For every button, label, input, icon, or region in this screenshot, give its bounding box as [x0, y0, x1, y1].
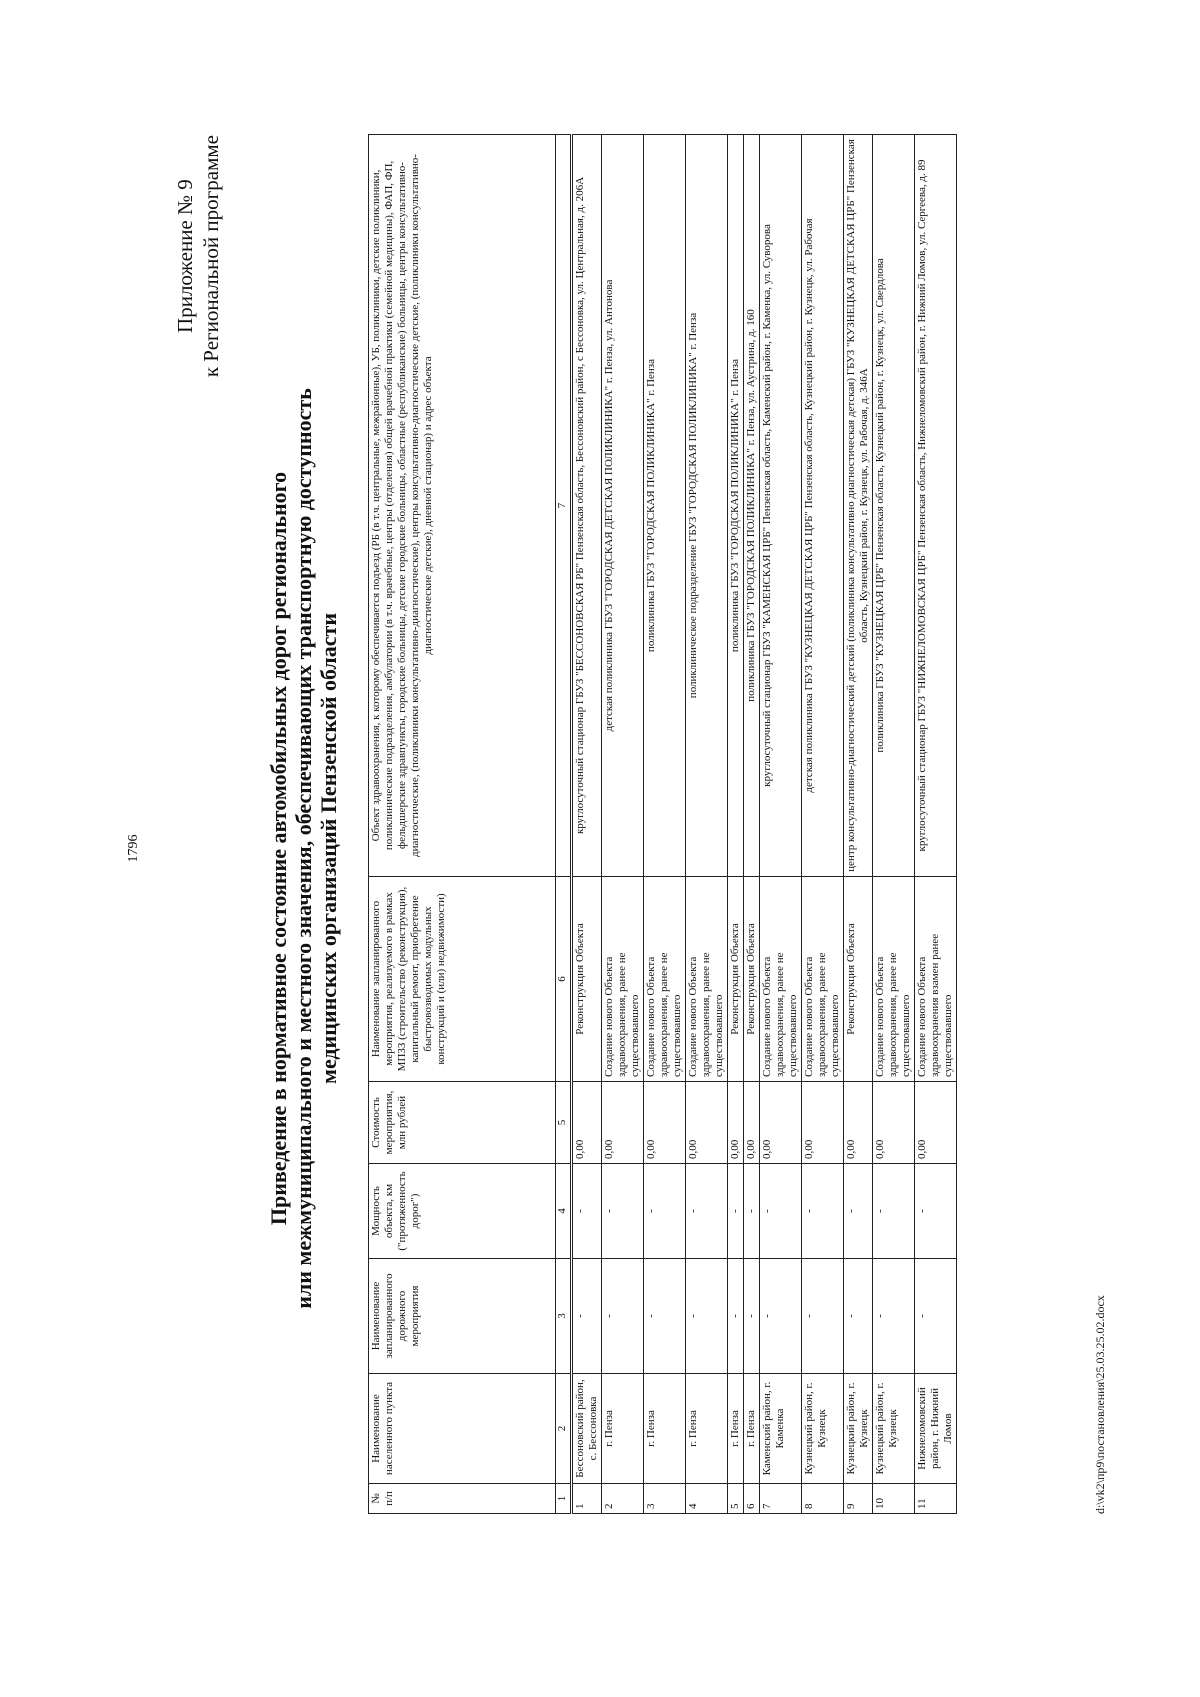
cell-cost: 0,00 [686, 1082, 728, 1164]
cell-row-number: 4 [686, 1484, 728, 1514]
table-row [602, 135, 644, 1514]
cell-road-measure: - [602, 1259, 644, 1374]
title-line-2: или межмуниципального и местного значения, обеспечивающих транспортную доступность [291, 388, 316, 1309]
cell-cost: 0,00 [644, 1082, 686, 1164]
cell-road-measure: - [915, 1259, 957, 1374]
cell-settlement: г. Пенза [686, 1374, 728, 1484]
cell-measure-name: Создание нового Объекта здравоохранения, ранее не существовавшего [760, 877, 802, 1082]
cell-row-number: 8 [802, 1484, 844, 1514]
cell-cost: 0,00 [572, 1082, 602, 1164]
cell-row-number: 3 [644, 1484, 686, 1514]
table-row [686, 135, 728, 1514]
cell-road-measure: - [744, 1259, 760, 1374]
column-number-4: 4 [556, 1164, 572, 1259]
cell-row-number: 10 [873, 1484, 915, 1514]
column-header-5: Стоимость мероприятия, млн рублей [369, 1082, 556, 1164]
column-header-7: Объект здравоохранения, к которому обеспечивается подъезд (РБ (в т.ч. центральные, межрайонные), УБ, поликлиники, детские поликлиники, поликлинические подразделения, амбулатории (в т.ч. врачебные, центры (отделения) общей врачебной практики (семейной медицины), ФАП, ФП, фельдшерские здравпункты, городские больницы, детские городские больницы, областные (республиканские) больницы, центры консультативно-диагностические, (поликлиники консультативно-диагностические), центры консультативно-диагностические детские, (поликлиники консультативно-диагностические детские), дневной стационар) и адрес объекта [369, 135, 556, 877]
cell-health-facility: круглосуточный стационар ГБУЗ "БЕССОНОВСКАЯ РБ" Пензенская область, Бессоновский район, с Бессоновка, ул. Центральная, д. 206А [572, 135, 602, 877]
document-title [266, 0, 341, 1697]
cell-settlement: Кузнецкий район, г. Кузнецк [802, 1374, 844, 1484]
cell-measure-name: Создание нового Объекта здравоохранения, ранее не существовавшего [802, 877, 844, 1082]
cell-settlement: Кузнецкий район, г. Кузнецк [844, 1374, 873, 1484]
cell-row-number: 2 [602, 1484, 644, 1514]
table-row [728, 135, 744, 1514]
table-row [644, 135, 686, 1514]
cell-capacity: - [728, 1164, 744, 1259]
cell-road-measure: - [844, 1259, 873, 1374]
cell-road-measure: - [802, 1259, 844, 1374]
column-number-3: 3 [556, 1259, 572, 1374]
column-header-2: Наименование населенного пункта [369, 1374, 556, 1484]
cell-cost: 0,00 [915, 1082, 957, 1164]
table-row [760, 135, 802, 1514]
column-number-7: 7 [556, 135, 572, 877]
cell-health-facility: поликлиническое подразделение ГБУЗ "ГОРОДСКАЯ ПОЛИКЛИНИКА" г. Пенза [686, 135, 728, 877]
cell-measure-name: Создание нового Объекта здравоохранения взамен ранее существовавшего [915, 877, 957, 1082]
cell-capacity: - [572, 1164, 602, 1259]
cell-cost: 0,00 [728, 1082, 744, 1164]
column-number-row [556, 135, 572, 1514]
cell-capacity: - [873, 1164, 915, 1259]
column-header-1: № п/п [369, 1484, 556, 1514]
cell-row-number: 7 [760, 1484, 802, 1514]
appendix-line-1: Приложение № 9 [173, 179, 197, 333]
cell-capacity: - [686, 1164, 728, 1259]
cell-cost: 0,00 [802, 1082, 844, 1164]
column-header-3: Наименование запланированного дорожного мероприятия [369, 1259, 556, 1374]
cell-road-measure: - [873, 1259, 915, 1374]
cell-cost: 0,00 [873, 1082, 915, 1164]
cell-measure-name: Реконструкция Объекта [744, 877, 760, 1082]
table-body [556, 135, 957, 1514]
cell-row-number: 11 [915, 1484, 957, 1514]
cell-settlement: Бессоновский район, с. Бессоновка [572, 1374, 602, 1484]
page-number: 1796 [126, 834, 141, 863]
cell-health-facility: круглосуточный стационар ГБУЗ "КАМЕНСКАЯ ЦРБ" Пензенская область, Каменский район, г. Каменка, ул. Суворова [760, 135, 802, 877]
cell-road-measure: - [572, 1259, 602, 1374]
file-path-footer: d:\vk2\пр9\постановления\25.03.25.02.docx [1093, 1295, 1107, 1514]
cell-health-facility: поликлиника ГБУЗ "ГОРОДСКАЯ ПОЛИКЛИНИКА" г. Пенза, ул. Аустрина, д. 160 [744, 135, 760, 877]
table-row [873, 135, 915, 1514]
cell-health-facility: поликлиника ГБУЗ "ГОРОДСКАЯ ПОЛИКЛИНИКА" г. Пенза [644, 135, 686, 877]
column-number-5: 5 [556, 1082, 572, 1164]
appendix-label [172, 135, 224, 377]
cell-health-facility: детская поликлиника ГБУЗ "ГОРОДСКАЯ ДЕТСКАЯ ПОЛИКЛИНИКА" г. Пенза, ул. Антонова [602, 135, 644, 877]
roads-table [368, 134, 957, 1514]
cell-health-facility: детская поликлиника ГБУЗ "КУЗНЕЦКАЯ ДЕТСКАЯ ЦРБ" Пензенская область, Кузнецкий район, г. Кузнецк, ул. Рабочая [802, 135, 844, 877]
cell-settlement: г. Пенза [728, 1374, 744, 1484]
cell-cost: 0,00 [760, 1082, 802, 1164]
cell-row-number: 1 [572, 1484, 602, 1514]
cell-row-number: 9 [844, 1484, 873, 1514]
cell-measure-name: Создание нового Объекта здравоохранения, ранее не существовавшего [686, 877, 728, 1082]
table-row [572, 135, 602, 1514]
cell-measure-name: Создание нового Объекта здравоохранения, ранее не существовавшего [644, 877, 686, 1082]
cell-road-measure: - [760, 1259, 802, 1374]
column-header-4: Мощность объекта, км ("протяженность дорог") [369, 1164, 556, 1259]
column-number-6: 6 [556, 877, 572, 1082]
cell-row-number: 5 [728, 1484, 744, 1514]
appendix-line-2: к Региональной программе [199, 135, 223, 378]
cell-cost: 0,00 [844, 1082, 873, 1164]
column-header-6: Наименование запланированного мероприятия, реализуемого в рамках МПЗЗ (строительство (реконструкция), капитальный ремонт, приобретение быстровозводимых модульных конструкций и (или) недвижимости) [369, 877, 556, 1082]
cell-capacity: - [744, 1164, 760, 1259]
cell-measure-name: Создание нового Объекта здравоохранения, ранее не существовавшего [873, 877, 915, 1082]
cell-capacity: - [644, 1164, 686, 1259]
cell-settlement: Нижнеломовский район, г. Нижний Ломов [915, 1374, 957, 1484]
cell-measure-name: Создание нового Объекта здравоохранения, ранее не существовавшего [602, 877, 644, 1082]
cell-road-measure: - [644, 1259, 686, 1374]
column-number-2: 2 [556, 1374, 572, 1484]
table-header-row [369, 135, 556, 1514]
cell-row-number: 6 [744, 1484, 760, 1514]
cell-road-measure: - [686, 1259, 728, 1374]
cell-settlement: Каменский район, г. Каменка [760, 1374, 802, 1484]
cell-settlement: г. Пенза [644, 1374, 686, 1484]
table-row [744, 135, 760, 1514]
cell-health-facility: поликлиника ГБУЗ "КУЗНЕЦКАЯ ЦРБ" Пензенская область, Кузнецкий район, г. Кузнецк, ул. Свердлова [873, 135, 915, 877]
column-number-1: 1 [556, 1484, 572, 1514]
cell-settlement: г. Пенза [602, 1374, 644, 1484]
cell-measure-name: Реконструкция Объекта [844, 877, 873, 1082]
cell-settlement: Кузнецкий район, г. Кузнецк [873, 1374, 915, 1484]
cell-capacity: - [802, 1164, 844, 1259]
cell-measure-name: Реконструкция Объекта [572, 877, 602, 1082]
table-row [915, 135, 957, 1514]
cell-settlement: г. Пенза [744, 1374, 760, 1484]
table-row [844, 135, 873, 1514]
title-line-3: медицинских организаций Пензенской области [316, 612, 341, 1085]
cell-capacity: - [760, 1164, 802, 1259]
cell-health-facility: поликлиника ГБУЗ "ГОРОДСКАЯ ПОЛИКЛИНИКА" г. Пенза [728, 135, 744, 877]
cell-measure-name: Реконструкция Объекта [728, 877, 744, 1082]
cell-cost: 0,00 [744, 1082, 760, 1164]
table-row [802, 135, 844, 1514]
cell-cost: 0,00 [602, 1082, 644, 1164]
cell-health-facility: круглосуточный стационар ГБУЗ "НИЖНЕЛОМОВСКАЯ ЦРБ" Пензенская область, Нижнеломовский район, г. Нижний Ломов, ул. Сергеева, д. 89 [915, 135, 957, 877]
cell-road-measure: - [728, 1259, 744, 1374]
cell-capacity: - [602, 1164, 644, 1259]
table-container [368, 135, 957, 1514]
cell-capacity: - [844, 1164, 873, 1259]
cell-capacity: - [915, 1164, 957, 1259]
title-line-1: Приведение в нормативное состояние автомобильных дорог регионального [266, 471, 291, 1226]
cell-health-facility: центр консультативно-диагностический детский (поликлиника консультативно диагностическая детская) ГБУЗ "КУЗНЕЦКАЯ ДЕТСКАЯ ЦРБ" Пензенская область, Кузнецкий район, г. Кузнецк, ул. Рабочая, д. 346А [844, 135, 873, 877]
